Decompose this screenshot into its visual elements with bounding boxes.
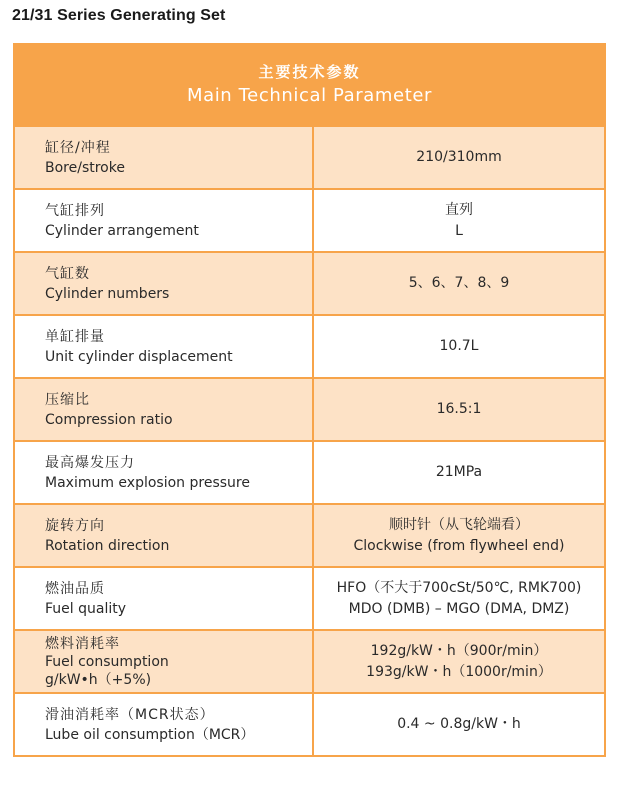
param-en: Cylinder arrangement [45,222,199,239]
value-line: MDO (DMB) – MGO (DMA, DMZ) [348,600,570,617]
param-cell [15,253,314,314]
param-en: Compression ratio [45,411,173,428]
value-cell [314,694,604,755]
value-cell [314,568,604,629]
param-zh: 压缩比 [45,391,90,408]
table-row [15,188,604,251]
param-en: Lube oil consumption（MCR） [45,726,255,743]
param-zh: 滑油消耗率（MCR状态） [45,706,215,723]
table-row [15,377,604,440]
param-zh: 单缸排量 [45,328,105,345]
page-title: 21/31 Series Generating Set [12,7,226,24]
value-line: 16.5:1 [436,401,482,417]
value-line: 21MPa [435,464,483,480]
value-line: 5、6、7、8、9 [408,275,510,291]
param-cell [15,127,314,188]
param-zh: 最高爆发压力 [45,454,135,471]
param-en: Fuel quality [45,600,127,617]
value-line: HFO（不大于700cSt/50℃, RMK700) [336,579,582,596]
table-row [15,503,604,566]
value-cell [314,127,604,188]
table-row [15,692,604,755]
table-row [15,251,604,314]
value-cell [314,505,604,566]
table-row [15,566,604,629]
table-row [15,629,604,692]
value-cell [314,631,604,692]
technical-parameter-table [13,43,606,757]
param-en: Bore/stroke [45,159,125,176]
table-row [15,440,604,503]
value-line: 192g/kW・h（900r/min） [370,642,548,659]
param-en: Unit cylinder displacement [45,348,233,365]
param-zh: 气缸排列 [45,202,105,219]
value-cell [314,442,604,503]
param-en: Fuel consumption [45,653,169,670]
param-zh: 气缸数 [45,265,90,282]
param-cell [15,505,314,566]
value-line: 210/310mm [416,149,502,165]
value-cell [314,379,604,440]
table-row [15,314,604,377]
value-line: L [455,222,463,239]
value-cell [314,253,604,314]
param-zh: 旋转方向 [45,517,105,534]
param-zh: 燃油品质 [45,580,105,597]
table-row [15,125,604,188]
param-cell [15,316,314,377]
value-line: 193g/kW・h（1000r/min） [366,663,552,680]
param-zh: 燃料消耗率 [45,635,120,652]
value-cell [314,316,604,377]
value-line: 0.4 ~ 0.8g/kW・h [397,716,521,732]
param-cell [15,442,314,503]
value-line: 10.7L [439,338,479,354]
param-cell [15,631,314,692]
param-en-unit: g/kW•h（+5%) [45,671,152,688]
param-en: Rotation direction [45,537,170,554]
param-en: Maximum explosion pressure [45,474,250,491]
table-header-en: Main Technical Parameter [186,85,433,106]
value-cell [314,190,604,251]
table-header-zh: 主要技术参数 [258,63,361,81]
value-line: Clockwise (from flywheel end) [353,537,565,554]
param-cell [15,379,314,440]
table-header [15,43,604,125]
param-cell [15,568,314,629]
value-line: 直列 [445,201,473,218]
param-cell [15,190,314,251]
value-line: 顺时针（从飞轮端看） [389,516,529,533]
param-zh: 缸径/冲程 [45,139,111,156]
param-en: Cylinder numbers [45,285,170,302]
param-cell [15,694,314,755]
